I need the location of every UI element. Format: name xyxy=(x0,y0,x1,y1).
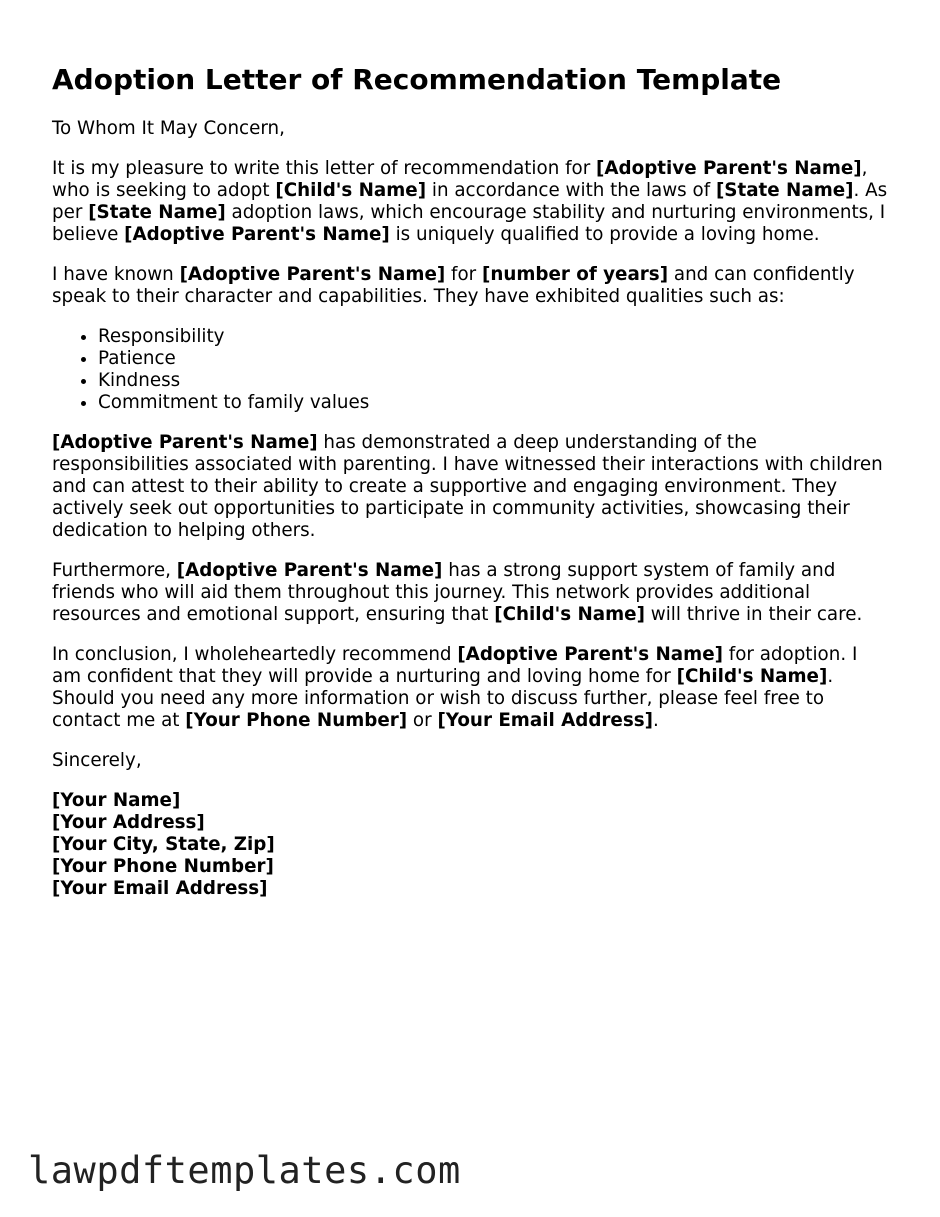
placeholder-adoptive-parent-name: [Adoptive Parent's Name] xyxy=(179,264,446,285)
salutation: To Whom It May Concern, xyxy=(52,118,285,139)
letter-document xyxy=(52,62,892,900)
watermark-text: lawpdftemplates.com xyxy=(28,1149,461,1192)
text-span: . xyxy=(652,710,659,731)
text-span: has demonstrated a deep understanding of the responsibilities associated with parenting. I have witnessed their interactions with children and can attest to their ability to create a supportive and engaging environment. They actively seek out opportunities to participate in community activities, showcasing their dedication to helping others. xyxy=(52,432,883,541)
paragraph-understanding xyxy=(52,432,892,542)
list-item: • Patience xyxy=(98,348,892,370)
list-item: • Responsibility xyxy=(98,326,892,348)
paragraph-support xyxy=(52,560,892,626)
placeholder-email-address: [Your Email Address] xyxy=(437,710,653,731)
text-span: has a strong support system of family and friends who will aid them throughout this journey. This network provides additional resources and emotional support, ensuring that xyxy=(52,560,836,625)
placeholder-child-name: [Child's Name] xyxy=(275,180,427,201)
placeholder-adoptive-parent-name: [Adoptive Parent's Name] xyxy=(457,644,723,665)
text-span: will thrive in their care. xyxy=(644,604,863,625)
placeholder-adoptive-parent-name: [Adoptive Parent's Name] xyxy=(124,224,390,245)
signature-address: [Your Address] xyxy=(52,812,205,833)
text-span: . Should you need any more information or wish to discuss further, please feel free to contact me at xyxy=(52,666,834,731)
text-span: It is my pleasure to write this letter of recommendation for xyxy=(52,158,597,179)
placeholder-child-name: [Child's Name] xyxy=(494,604,645,625)
placeholder-adoptive-parent-name: [Adoptive Parent's Name] xyxy=(52,432,318,453)
closing: Sincerely, xyxy=(52,750,142,771)
text-span: in accordance with the laws of xyxy=(426,180,716,201)
list-item: • Kindness xyxy=(98,370,892,392)
placeholder-adoptive-parent-name: [Adoptive Parent's Name] xyxy=(176,560,443,581)
text-span: Furthermore, xyxy=(52,560,177,581)
page-title: Adoption Letter of Recommendation Template xyxy=(52,63,782,96)
signature-name: [Your Name] xyxy=(52,790,181,811)
text-span: In conclusion, I wholeheartedly recommend xyxy=(52,644,458,665)
text-span: for xyxy=(445,264,482,285)
signature-email: [Your Email Address] xyxy=(52,878,268,899)
signature-city: [Your City, State, Zip] xyxy=(52,834,275,855)
placeholder-child-name: [Child's Name] xyxy=(676,666,828,687)
placeholder-adoptive-parent-name: [Adoptive Parent's Name] xyxy=(596,158,862,179)
qualities-list xyxy=(52,326,892,414)
paragraph-conclusion xyxy=(52,644,892,732)
text-span: is uniquely qualified to provide a loving home. xyxy=(389,224,820,245)
text-span: , who is seeking to adopt xyxy=(52,158,868,201)
list-item: • Commitment to family values xyxy=(98,392,892,414)
placeholder-state-name: [State Name] xyxy=(715,180,854,201)
placeholder-number-of-years: [number of years] xyxy=(481,264,669,285)
text-span: . As per xyxy=(52,180,888,223)
text-span: I have known xyxy=(52,264,180,285)
text-span: or xyxy=(407,710,438,731)
paragraph-known xyxy=(52,264,892,308)
text-span: and can confidently speak to their character and capabilities. They have exhibited qualities such as: xyxy=(52,264,855,307)
placeholder-phone-number: [Your Phone Number] xyxy=(185,710,408,731)
signature-phone: [Your Phone Number] xyxy=(52,856,274,877)
paragraph-intro xyxy=(52,158,892,246)
signature-block xyxy=(52,790,892,900)
text-span: adoption laws, which encourage stability and nurturing environments, I believe xyxy=(52,202,886,245)
placeholder-state-name: [State Name] xyxy=(88,202,226,223)
text-span: for adoption. I am confident that they will provide a nurturing and loving home for xyxy=(52,644,858,687)
